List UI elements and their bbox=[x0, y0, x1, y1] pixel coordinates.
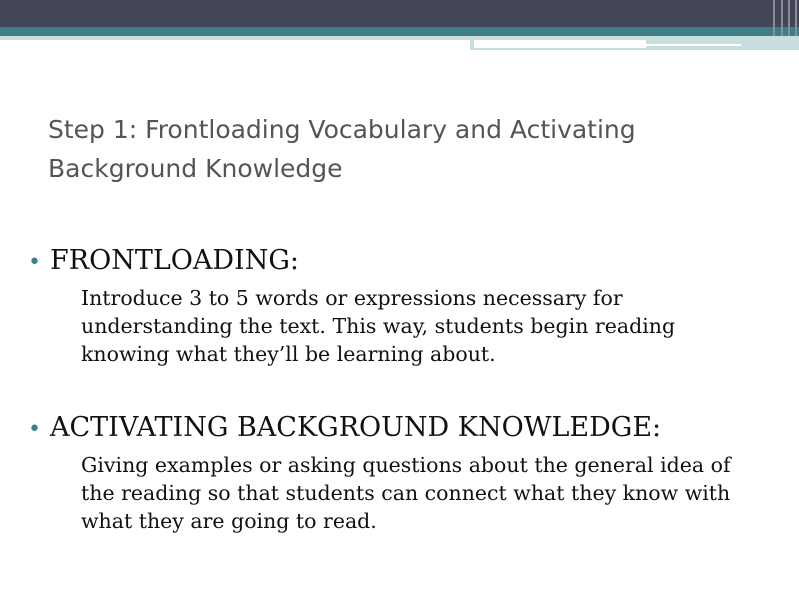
header-teal-bar bbox=[0, 27, 799, 36]
header-light-bar bbox=[0, 36, 470, 40]
header-step-line bbox=[646, 44, 741, 46]
bullet-heading: ACTIVATING BACKGROUND KNOWLEDGE: bbox=[50, 412, 662, 443]
bullet-dot-icon: • bbox=[28, 250, 41, 275]
header-step-inner bbox=[474, 40, 646, 48]
bullet-heading-line bbox=[28, 411, 768, 447]
header-notch bbox=[795, 0, 797, 36]
bullet-activating-background-knowledge bbox=[28, 411, 768, 535]
bullet-heading-line bbox=[28, 244, 768, 280]
bullet-frontloading bbox=[28, 244, 768, 368]
header-notch bbox=[773, 0, 775, 36]
header-notch bbox=[788, 0, 790, 36]
header-notch bbox=[781, 0, 783, 36]
bullet-heading: FRONTLOADING: bbox=[50, 245, 299, 276]
bullet-body: Giving examples or asking questions about the general idea of the reading so that students can connect what they know with what they are going to read. bbox=[81, 453, 731, 533]
header-dark-bar bbox=[0, 0, 799, 27]
bullet-dot-icon: • bbox=[28, 417, 41, 442]
bullet-body: Introduce 3 to 5 words or expressions necessary for understanding the text. This way, students begin reading knowing what they’ll be learning about. bbox=[81, 286, 676, 366]
slide-title: Step 1: Frontloading Vocabulary and Activating Background Knowledge bbox=[48, 115, 636, 183]
